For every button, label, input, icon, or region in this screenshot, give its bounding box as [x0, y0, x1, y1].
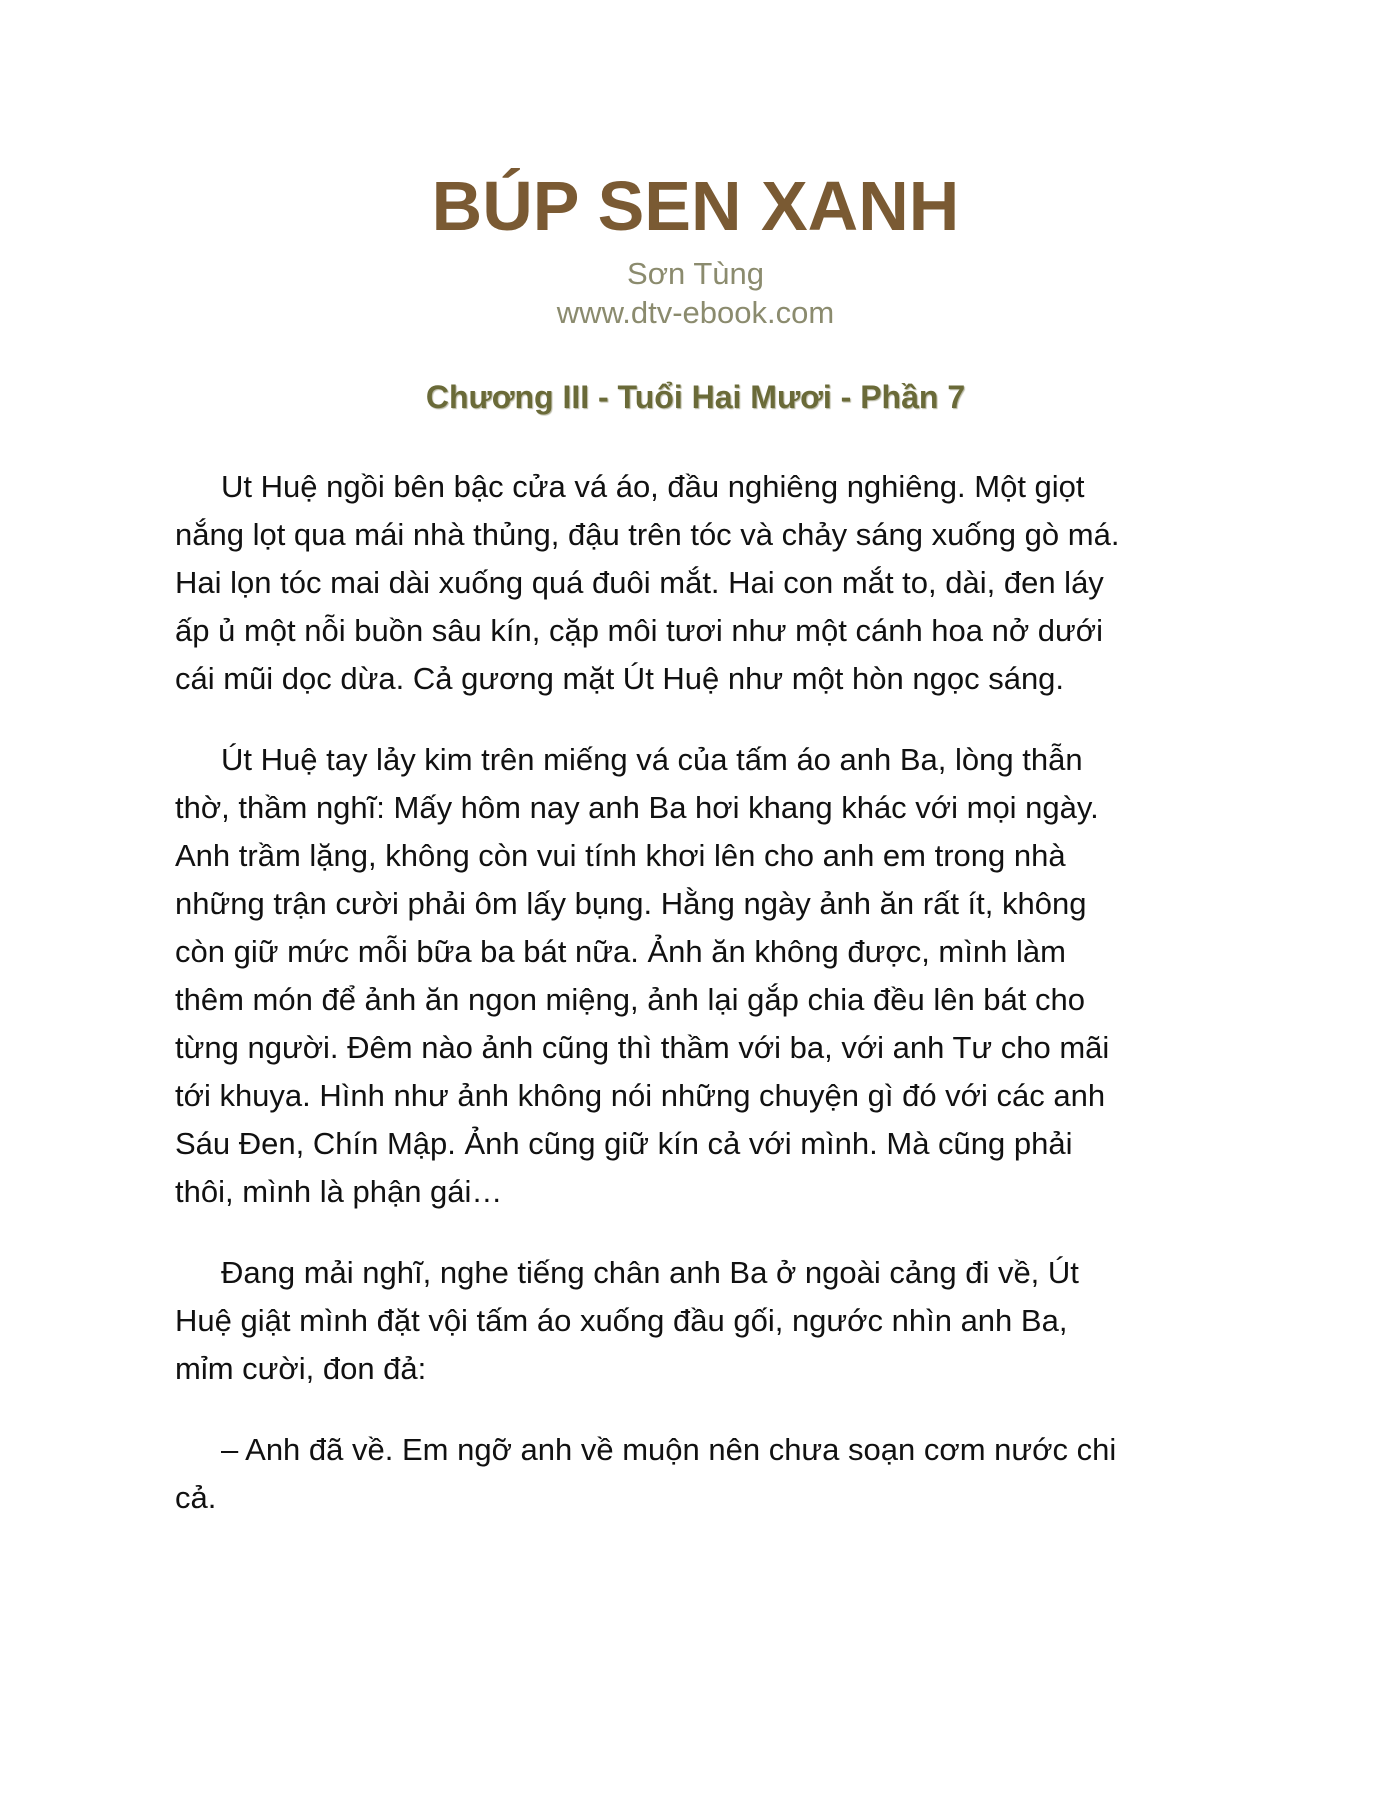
text-line: còn giữ mức mỗi bữa ba bát nữa. Ảnh ăn không được, mình làm [175, 934, 1066, 969]
text-line: thờ, thầm nghĩ: Mấy hôm nay anh Ba hơi khang khác với mọi ngày. [175, 790, 1099, 825]
paragraph [175, 1249, 1235, 1393]
source-website: www.dtv-ebook.com [556, 295, 835, 330]
text-line: thêm món để ảnh ăn ngon miệng, ảnh lại gắp chia đều lên bát cho [175, 982, 1085, 1017]
text-line: từng người. Đêm nào ảnh cũng thì thầm với ba, với anh Tư cho mãi [175, 1030, 1110, 1065]
text-line: nắng lọt qua mái nhà thủng, đậu trên tóc và chảy sáng xuống gò má. [175, 517, 1120, 552]
paragraph [175, 736, 1235, 1216]
text-line: cái mũi dọc dừa. Cả gương mặt Út Huệ như một hòn ngọc sáng. [175, 661, 1065, 696]
book-author: Sơn Tùng [627, 256, 764, 291]
paragraph [175, 463, 1235, 703]
text-line: thôi, mình là phận gái… [175, 1174, 503, 1209]
text-line: Sáu Đen, Chín Mập. Ảnh cũng giữ kín cả với mình. Mà cũng phải [175, 1126, 1073, 1161]
text-line: Hai lọn tóc mai dài xuống quá đuôi mắt. Hai con mắt to, dài, đen láy [175, 565, 1104, 600]
text-line: Huệ giật mình đặt vội tấm áo xuống đầu gối, ngước nhìn anh Ba, [175, 1303, 1068, 1338]
text-line: cả. [175, 1480, 217, 1515]
text-line: Ut Huệ ngồi bên bậc cửa vá áo, đầu nghiêng nghiêng. Một giọt [221, 469, 1085, 504]
text-line: những trận cười phải ôm lấy bụng. Hằng ngày ảnh ăn rất ít, không [175, 886, 1087, 921]
text-line: tới khuya. Hình như ảnh không nói những chuyện gì đó với các anh [175, 1078, 1106, 1113]
text-line: Anh trầm lặng, không còn vui tính khơi lên cho anh em trong nhà [175, 838, 1066, 873]
text-line: mỉm cười, đon đả: [175, 1351, 427, 1386]
paragraph [175, 1426, 1235, 1522]
chapter-body [175, 463, 1235, 1555]
text-line: – Anh đã về. Em ngỡ anh về muộn nên chưa soạn cơm nước chi [221, 1432, 1117, 1467]
text-line: ấp ủ một nỗi buồn sâu kín, cặp môi tươi như một cánh hoa nở dưới [175, 613, 1104, 648]
text-line: Đang mải nghĩ, nghe tiếng chân anh Ba ở ngoài cảng đi về, Út [221, 1255, 1079, 1290]
text-line: Út Huệ tay lảy kim trên miếng vá của tấm áo anh Ba, lòng thẫn [221, 742, 1083, 777]
chapter-heading: Chương III - Tuổi Hai Mươi - Phần 7 [425, 379, 966, 415]
book-title: BÚP SEN XANH [431, 167, 960, 245]
